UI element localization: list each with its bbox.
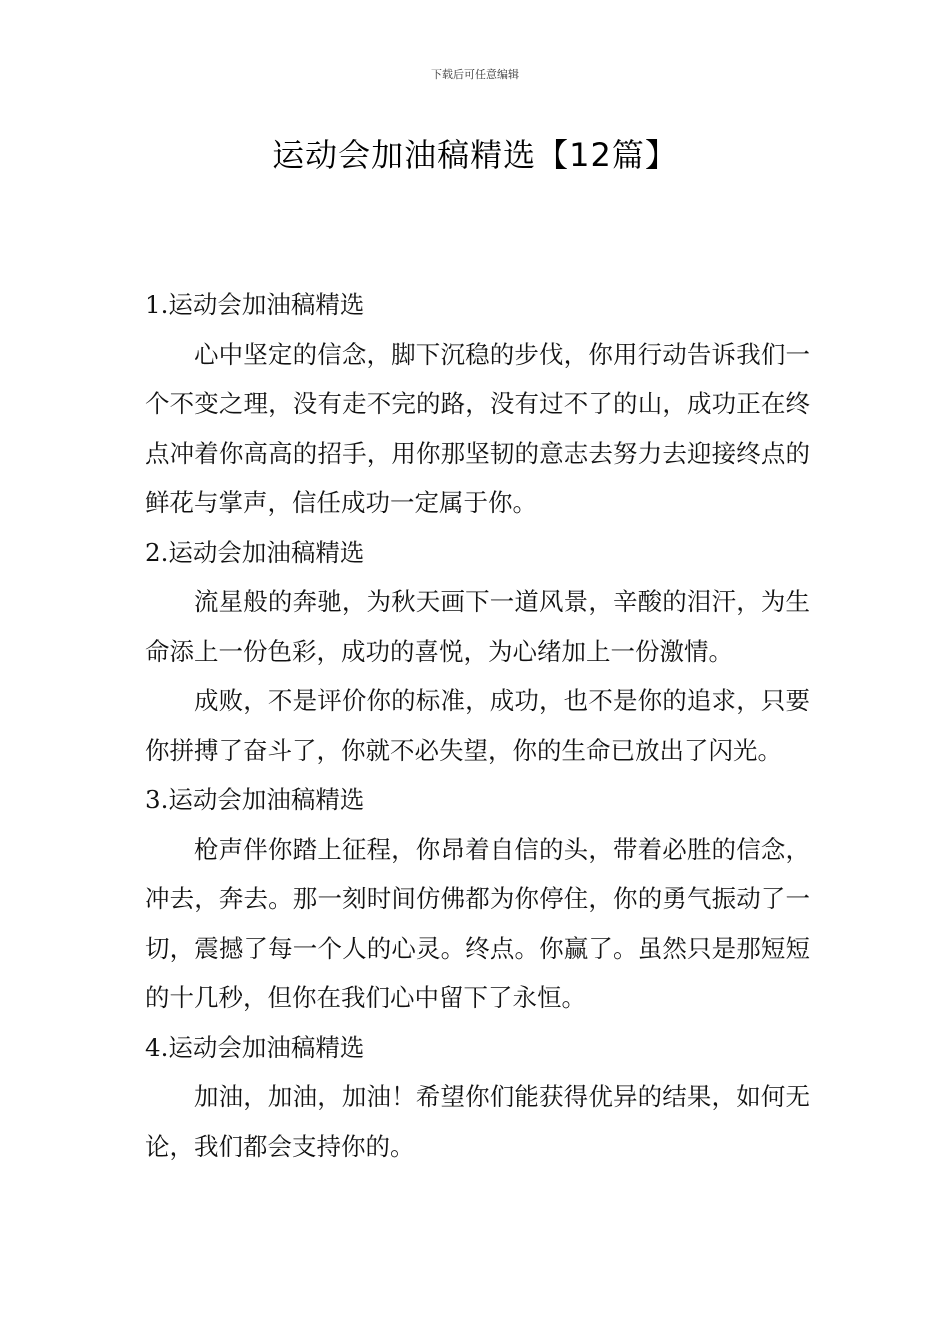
paragraph: 加油，加油，加油！希望你们能获得优异的结果，如何无论，我们都会支持你的。 (145, 1082, 810, 1161)
document-title: 运动会加油稿精选【12篇】 (272, 136, 678, 174)
section-heading: 1.运动会加油稿精选 (145, 290, 365, 319)
section-3 (145, 775, 810, 1023)
section-4 (145, 1023, 810, 1172)
section-2 (145, 528, 810, 776)
section-heading: 4.运动会加油稿精选 (145, 1032, 365, 1062)
section-heading: 2.运动会加油稿精选 (145, 537, 365, 567)
paragraph: 心中坚定的信念，脚下沉稳的步伐，你用行动告诉我们一个不变之理，没有走不完的路，没有过不了的山，成功正在终点冲着你高高的招手，用你那坚韧的意志去努力去迎接终点的鲜花与掌声，信任成功一定属于你。 (145, 339, 810, 517)
section-1 (145, 280, 810, 528)
paragraph: 枪声伴你踏上征程，你昂着自信的头，带着必胜的信念，冲去，奔去。那一刻时间仿佛都为你停住，你的勇气振动了一切，震撼了每一个人的心灵。终点。你赢了。虽然只是那短短的十几秒，但你在我们心中留下了永恒。 (145, 834, 810, 1012)
paragraph: 成败，不是评价你的标准，成功，也不是你的追求，只要你拼搏了奋斗了，你就不必失望，你的生命已放出了闪光。 (145, 686, 810, 765)
section-heading: 3.运动会加油稿精选 (145, 785, 365, 814)
header-note: 下载后可任意编辑 (431, 68, 519, 81)
document-body (145, 280, 810, 1171)
paragraph: 流星般的奔驰，为秋天画下一道风景，辛酸的泪汗，为生命添上一份色彩，成功的喜悦，为心绪加上一份激情。 (145, 587, 810, 666)
